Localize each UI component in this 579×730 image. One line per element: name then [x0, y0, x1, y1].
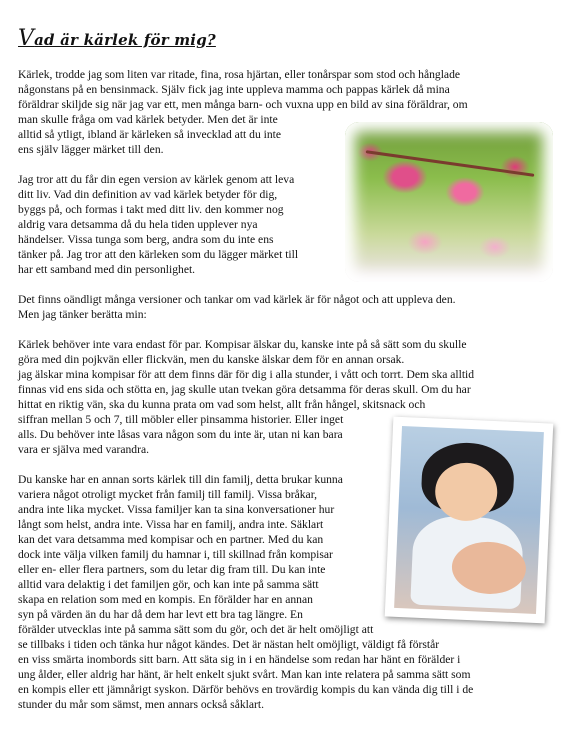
text-line: händelser. Vissa tunga som berg, andra som du inte ens: [18, 233, 274, 246]
text-line: andra inte lika mycket. Vissa familjer kan ta sina konversationer hur: [18, 503, 335, 516]
text-line: hittat en riktig vän, ska du kunna prata om vad som helst, allt från hångel, skitsnack och: [18, 398, 426, 411]
text-line: byggs på, och formas i takt med ditt liv. den kommer nog: [18, 203, 284, 216]
text-line: jag älskar mina kompisar för att dem finns där för dig i alla stunder, i vått och torrt. Dem ska alltid: [18, 368, 475, 381]
text-line: siffran mellan 5 och 7, till möbler eller pinsamma historier. Eller inget: [18, 413, 344, 426]
text-line: långt som helst, andra inte. Vissa har en familj, andra inte. Säklart: [18, 518, 324, 531]
text-line: stunder du mår som sämst, men annars också såklart.: [18, 698, 264, 711]
title-rest: ad är kärlek för mig?: [34, 31, 216, 49]
text-line: förälder utvecklas inte på samma sätt som du gör, och det är helt omöjligt att: [18, 623, 374, 636]
text-line: finnas vid ens sida och stötta en, jag skulle utan tvekan göra detsamma för deras skull. Om du har: [18, 383, 471, 396]
text-line: har ett samband med din personlighet.: [18, 263, 196, 276]
text-line: Men jag tänker berätta min:: [18, 308, 147, 321]
text-line: se tillbaks i tiden och tänka hur något kändes. Det är nästan helt omöjligt, väldigt få förstår: [18, 638, 440, 651]
text-line: alls. Du behöver inte låsas vara någon som du inte är, utan ni kan bara: [18, 428, 343, 441]
text-line: ung ålder, eller aldrig har hänt, är helt enkelt sjukt svårt. Man kan inte relatera på samma sätt som: [18, 668, 471, 681]
text-line: en viss smärta inombords sitt barn. Att säta sig in i en händelse som redan har hänt en förälder i: [18, 653, 461, 666]
text-line: alltid så ytligt, ibland är kärleken så invecklad att du inte: [18, 128, 282, 141]
child-photo-image: [394, 426, 544, 614]
text-line: Jag tror att du får din egen version av kärlek genom att leva: [18, 173, 295, 186]
text-line: Det finns oändligt många versioner och tankar om vad kärlek är för något och att uppleva den.: [18, 293, 456, 306]
text-line: alltid vara delaktig i det familjen gör, och kan inte på samma sätt: [18, 578, 319, 591]
text-line: ens själv lägger märket till den.: [18, 143, 164, 156]
text-line: tänker på. Jag tror att den kärleken som du lägger märket till: [18, 248, 299, 261]
page-title: [18, 26, 216, 51]
title-initial: V: [18, 26, 35, 51]
text-line: föräldrar skiljde sig när jag var ett, men många barn- och vuxna upp en bild av sina föräldrar, om: [18, 98, 468, 111]
flowers-photo: [345, 122, 553, 282]
text-line: vara er själva med varandra.: [18, 443, 150, 456]
text-line: någonstans på en bensinmack. Själv fick jag inte uppleva mamma och pappas kärlek då mina: [18, 83, 450, 96]
text-line: man skulle fråga om vad kärlek betyder. Men det är inte: [18, 113, 278, 126]
text-line: Du kanske har en annan sorts kärlek till din familj, detta brukar kunna: [18, 473, 343, 486]
flower-stem: [366, 150, 535, 177]
text-line: kan det vara detsamma med kompisar och en partner. Med du kan: [18, 533, 324, 546]
child-photo: [385, 417, 554, 624]
text-line: en kompis eller ett jämnårigt syskon. Därför behövs en trovärdig kompis du kan vända dig till i de: [18, 683, 474, 696]
text-line: syn på värden än du har då dem har levt ett bra tag längre. En: [18, 608, 303, 621]
text-line: variera något otroligt mycket från familj till familj. Vissa bråkar,: [18, 488, 318, 501]
text-line: göra med din pojkvän eller flickvän, men du kanske älskar dem för en annan orsak.: [18, 353, 405, 366]
text-line: eller en- eller flera partners, som du letar dig fram till. Du kan inte: [18, 563, 326, 576]
text-line: Kärlek, trodde jag som liten var ritade, fina, rosa hjärtan, eller tonårspar som stod och hånglade: [18, 68, 461, 81]
text-line: dock inte välja vilken familj du hamnar i, till skillnad från kompisar: [18, 548, 333, 561]
text-line: aldrig vara detsamma då du hela tiden upplever nya: [18, 218, 258, 231]
text-line: Kärlek behöver inte vara endast för par. Kompisar älskar du, kanske inte på så sätt som du skulle: [18, 338, 467, 351]
text-line: ditt liv. Vad din definition av vad kärlek betyder för dig,: [18, 188, 278, 201]
text-line: skapa en relation som med en kompis. En förälder har en annan: [18, 593, 313, 606]
